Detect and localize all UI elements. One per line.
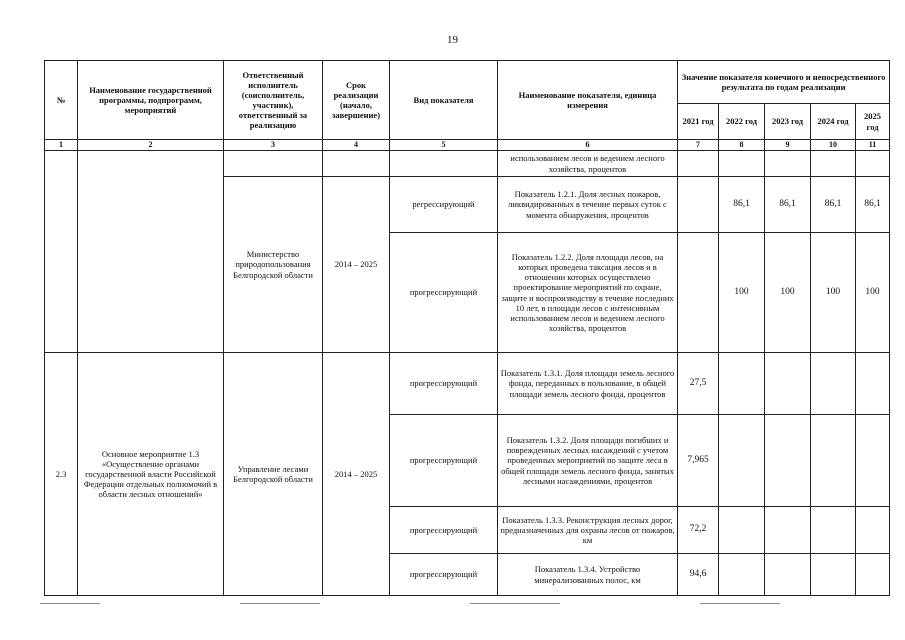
header-indicator-type: Вид показателя [390,61,498,140]
cell-num: 2.3 [45,353,78,596]
cell-value: 86,1 [719,177,765,233]
header-indicator-name: Наименование показателя, единица измерения [498,61,678,140]
cell-indicator-type: прогрессирующий [390,554,498,596]
cell-value: 86,1 [765,177,811,233]
cell-indicator-name: Показатель 1.2.2. Доля площади лесов, на которых проведена таксация лесов и в отношении которых осуществлено проектирование мероприятий по охране, защите и воспроизводству в течение последних 10 лет, в площади лесов с интенсивным использованием лесов и ведением лесного хозяйства, процентов [498,233,678,353]
scan-edge-line [40,603,100,604]
column-number: 9 [765,140,811,151]
cell-value [811,554,856,596]
cell-value [856,415,890,507]
header-year: 2025 год [856,104,890,140]
header-term: Срок реализации (начало, завершение) [323,61,390,140]
table-row [45,151,890,177]
cell-indicator-type [390,151,498,177]
cell-value: 27,5 [678,353,719,415]
column-number: 8 [719,140,765,151]
cell-value [811,353,856,415]
cell-name: Основное мероприятие 1.3 «Осуществление органами государственной власти Российской Федерации отдельных полномочий в области лесных отношений» [78,353,224,596]
header-year: 2024 год [811,104,856,140]
program-table [44,60,890,596]
cell-value [811,507,856,554]
cell-value [811,151,856,177]
cell-indicator-name: Показатель 1.3.2. Доля площади погибших и поврежденных лесных насаждений с учетом проведенных мероприятий по защите леса в общей площади земель лесного фонда, занятых лесными насаждениями, процентов [498,415,678,507]
column-number: 5 [390,140,498,151]
cell-value [765,151,811,177]
cell-term-continuation [323,151,390,177]
header-num: № [45,61,78,140]
header-year: 2021 год [678,104,719,140]
cell-value [856,507,890,554]
cell-value: 94,6 [678,554,719,596]
header-values-group: Значение показателя конечного и непосредственного результата по годам реализации [678,61,890,104]
cell-indicator-name: использованием лесов и ведением лесного хозяйства, процентов [498,151,678,177]
cell-value: 100 [719,233,765,353]
cell-indicator-name: Показатель 1.3.4. Устройство минерализованных полос, км [498,554,678,596]
header-name: Наименование государственной программы, подпрограмм, мероприятий [78,61,224,140]
cell-value [856,151,890,177]
header-executor: Ответственный исполнитель (соисполнитель, участник), ответственный за реализацию [224,61,323,140]
cell-value [765,554,811,596]
cell-term: 2014 – 2025 [323,353,390,596]
cell-indicator-type: прогрессирующий [390,233,498,353]
table-row [45,353,890,415]
scan-edge-line [470,603,560,604]
cell-value [765,507,811,554]
cell-indicator-name: Показатель 1.3.3. Реконструкция лесных дорог, предназначенных для охраны лесов от пожаров, км [498,507,678,554]
cell-value [719,415,765,507]
cell-value [719,151,765,177]
cell-indicator-name: Показатель 1.3.1. Доля площади земель лесного фонда, переданных в пользование, в общей площади земель лесного фонда, процентов [498,353,678,415]
cell-indicator-type: регрессирующий [390,177,498,233]
cell-name-empty [78,151,224,353]
cell-value [678,233,719,353]
cell-value: 7,965 [678,415,719,507]
cell-value: 86,1 [856,177,890,233]
column-number: 3 [224,140,323,151]
cell-executor: Управление лесами Белгородской области [224,353,323,596]
cell-indicator-type: прогрессирующий [390,415,498,507]
cell-value [856,554,890,596]
cell-value: 100 [811,233,856,353]
cell-indicator-name: Показатель 1.2.1. Доля лесных пожаров, ликвидированных в течение первых суток с момента обнаружения, процентов [498,177,678,233]
column-number: 11 [856,140,890,151]
column-number: 1 [45,140,78,151]
cell-executor: Министерство природопользования Белгородской области [224,177,323,353]
cell-value: 100 [856,233,890,353]
cell-term: 2014 – 2025 [323,177,390,353]
header-year: 2022 год [719,104,765,140]
column-number: 6 [498,140,678,151]
column-number: 4 [323,140,390,151]
cell-num-empty [45,151,78,353]
cell-indicator-type: прогрессирующий [390,353,498,415]
scan-edge-line [240,603,320,604]
cell-value [765,415,811,507]
cell-value [811,415,856,507]
cell-value: 100 [765,233,811,353]
page-number: 19 [447,34,458,46]
cell-value [719,507,765,554]
cell-value: 72,2 [678,507,719,554]
cell-value [678,177,719,233]
cell-value [678,151,719,177]
column-number: 7 [678,140,719,151]
cell-indicator-type: прогрессирующий [390,507,498,554]
cell-value [765,353,811,415]
cell-value [719,554,765,596]
cell-value: 86,1 [811,177,856,233]
header-year: 2023 год [765,104,811,140]
scan-edge-line [700,603,780,604]
column-number: 10 [811,140,856,151]
cell-value [719,353,765,415]
column-number: 2 [78,140,224,151]
cell-value [856,353,890,415]
cell-executor-continuation [224,151,323,177]
